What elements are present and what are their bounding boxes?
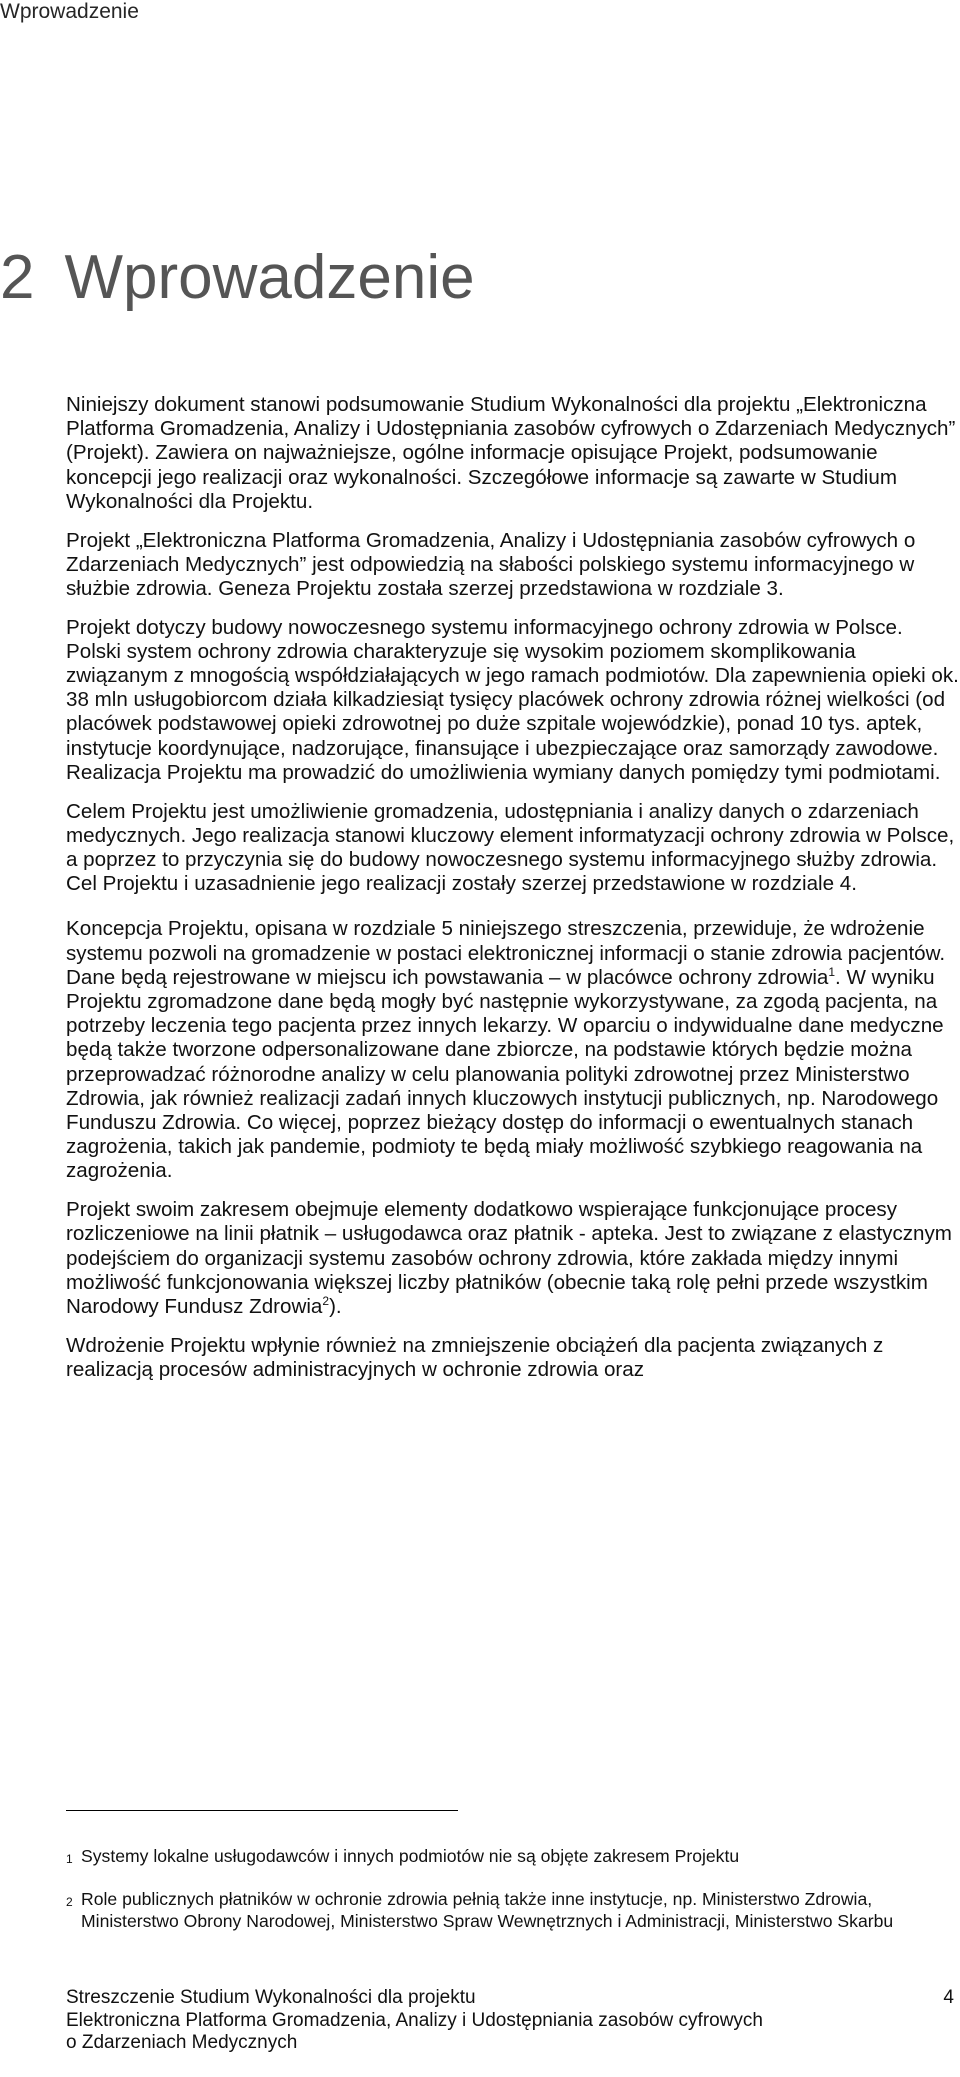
paragraph-patient-burden: Wdrożenie Projektu wpłynie również na zmniejszenie obciążeń dla pacjenta związanych z realizacją procesów administracyjnych w ochronie zdrowia oraz [66, 1333, 884, 1381]
paragraph-payers [66, 1198, 960, 1319]
chapter-title-text: Wprowadzenie [64, 243, 475, 312]
footnotes [66, 1845, 926, 1932]
footnote-2 [66, 1888, 926, 1932]
footnote-marker-2: 2 [66, 1895, 73, 1909]
paragraph-goal: Celem Projektu jest umożliwienie gromadzenia, udostępniania i analizy danych o zdarzeniach medycznych. Jego realizacja stanowi kluczowy element informatyzacji ochrony zdrowia w Polsce, a poprzez to przyczynia się do budowy nowoczesnego systemu informacyjnego służby zdrowia. Cel Projektu i uzasadnienie jego realizacji zostały szerzej przedstawione w rozdziale 4. [66, 799, 955, 896]
footnote-reference-2[interactable]: 2 [322, 1293, 330, 1308]
footnote-text-1: Systemy lokalne usługodawców i innych podmiotów nie są objęte zakresem Projektu [81, 1846, 740, 1866]
footnote-separator [66, 1810, 458, 1811]
paragraph-concept-part-1: Koncepcja Projektu, opisana w rozdziale 5 niniejszego streszczenia, przewiduje, że wdrożenie systemu pozwoli na gromadzenie w postaci elektronicznej informacji o stanie zdrowia pacjentów. Dane będą rejestrowane w miejscu ich powstawania – w placówce ochrony zdrowia [66, 917, 946, 989]
footnote-marker-1: 1 [66, 1852, 73, 1866]
paragraph-payers-part-1: Projekt swoim zakresem obejmuje elementy dodatkowo wspierające funkcjonujące procesy rozliczeniowe na linii płatnik – usługodawca oraz płatnik - apteka. Jest to związane z elastycznym podejściem do organizacji systemu zasobów ochrony zdrowia, które zakłada między innymi możliwość funkcjonowania większej liczby płatników (obecnie taką rolę pełni przede wszystkim Narodowy Fundusz Zdrowia [66, 1198, 952, 1318]
paragraph-payers-part-2: ). [329, 1294, 342, 1318]
footnote-reference-1[interactable]: 1 [828, 964, 836, 979]
paragraph-intro: Niniejszy dokument stanowi podsumowanie Studium Wykonalności dla projektu „Elektroniczna Platforma Gromadzenia, Analizy i Udostępniania zasobów cyfrowych o Zdarzeniach Medycznych” (Projekt). Zawiera on najważniejsze, ogólne informacje opisujące Projekt, podsumowanie koncepcji jego realizacji oraz wykonalności. Szczegółowe informacje są zawarte w Studium Wykonalności dla Projektu. [66, 393, 956, 513]
paragraph-concept [66, 917, 960, 1183]
paragraph-genesis: Projekt „Elektroniczna Platforma Gromadzenia, Analizy i Udostępniania zasobów cyfrowych o Zdarzeniach Medycznych” jest odpowiedzią na słabości polskiego systemu informacyjnego w służbie zdrowia. Geneza Projektu została szerzej przedstawiona w rozdziale 3. [66, 528, 916, 600]
page-number: 4 [943, 1987, 954, 2008]
chapter-title [0, 242, 475, 314]
running-header: Wprowadzenie [0, 0, 139, 23]
paragraph-scope: Projekt dotyczy budowy nowoczesnego systemu informacyjnego ochrony zdrowia w Polsce. Polski system ochrony zdrowia charakteryzuje się wysokim poziomem skomplikowania związanym z mnogością współdziałających w jego ramach podmiotów. Dla zapewnienia opieki ok. 38 mln usługobiorcom działa kilkadziesiąt tysięcy placówek ochrony zdrowia różnej wielkości (od placówek podstawowej opieki zdrowotnej po duże szpitale wojewódzkie), ponad 10 tys. aptek, instytucje koordynujące, nadzorujące, finansujące i ubezpieczające oraz samorządy zawodowe. Realizacja Projektu ma prowadzić do umożliwienia wymiany danych pomiędzy tymi podmiotami. [66, 615, 959, 784]
chapter-number: 2 [0, 243, 35, 312]
footer-line-3: o Zdarzeniach Medycznych [66, 2032, 298, 2053]
body-text [66, 393, 960, 1397]
footer-line-2: Elektroniczna Platforma Gromadzenia, Analizy i Udostępniania zasobów cyfrowych [66, 2009, 763, 2031]
page-footer [66, 1987, 960, 2055]
footer-line-1: Streszczenie Studium Wykonalności dla projektu [66, 1987, 476, 2008]
paragraph-concept-part-2: . W wyniku Projektu zgromadzone dane będą mogły być następnie wykorzystywane, za zgodą pacjenta, na potrzeby leczenia tego pacjenta przez innych lekarzy. W oparciu o indywidualne dane medyczne będą także tworzone odpersonalizowane dane zbiorcze, na podstawie których będzie można przeprowadzać różnorodne analizy w celu planowania polityki zdrowotnej przez Ministerstwo Zdrowia, jak również realizacji zadań innych kluczowych instytucji publicznych, np. Narodowego Funduszu Zdrowia. Co więcej, poprzez bieżący dostęp do informacji o ewentualnych stanach zagrożenia, takich jak pandemie, podmioty te będą miały możliwość szybkiego reagowania na zagrożenia. [66, 965, 944, 1183]
footnote-text-2: Role publicznych płatników w ochronie zdrowia pełnią także inne instytucje, np. Ministerstwo Zdrowia, Ministerstwo Obrony Narodowej, Ministerstwo Spraw Wewnętrznych i Administracji, Ministerstwo Skarbu [81, 1889, 894, 1931]
footnote-1 [66, 1845, 926, 1867]
